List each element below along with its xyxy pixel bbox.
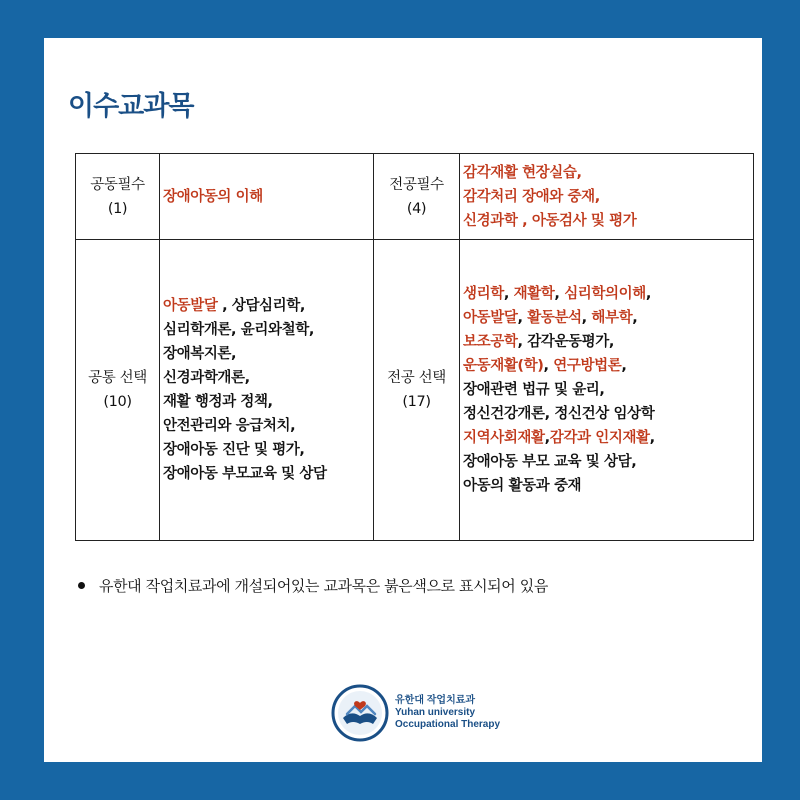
course-text: 지역사회재활 bbox=[463, 430, 545, 446]
course-text: 아동발달 bbox=[163, 298, 218, 314]
course-text: 장애아동의 이해 bbox=[163, 188, 263, 205]
course-text: 해부학 bbox=[591, 310, 633, 326]
course-text: , 상담심리학, bbox=[217, 298, 305, 314]
course-line bbox=[463, 306, 750, 330]
course-text: 장애아동 진단 및 평가, bbox=[163, 442, 305, 458]
course-text: 감각재활 현장실습, bbox=[463, 164, 582, 181]
page-title: 이수교과목 bbox=[68, 91, 194, 122]
department-logo bbox=[331, 684, 500, 742]
course-text: 장애아동 부모 교육 및 상담, bbox=[463, 454, 637, 470]
course-text: 재활학 bbox=[513, 286, 555, 302]
common-elective-cell bbox=[76, 240, 160, 541]
course-text: 아동의 활동과 중재 bbox=[463, 478, 582, 494]
separator: , bbox=[517, 310, 528, 326]
common-required-courses bbox=[160, 154, 374, 240]
course-text: 생리학 bbox=[463, 286, 504, 302]
logo-text bbox=[395, 695, 500, 731]
table-row bbox=[76, 240, 754, 541]
course-table bbox=[75, 153, 754, 541]
common-required-cell bbox=[76, 154, 160, 240]
major-required-courses bbox=[460, 154, 754, 240]
separator: , bbox=[632, 310, 638, 326]
separator: , bbox=[645, 286, 651, 302]
category-label: 전공 선택 bbox=[387, 370, 446, 386]
course-text: 장애아동 부모교육 및 상담 bbox=[163, 466, 327, 482]
category-count: (17) bbox=[402, 394, 431, 410]
category-label: 공통 선택 bbox=[88, 370, 147, 386]
course-line bbox=[163, 294, 370, 318]
table-row bbox=[76, 154, 754, 240]
category-count: (10) bbox=[103, 394, 132, 410]
course-text: 운동재활(학) bbox=[463, 358, 544, 374]
major-required-cell bbox=[374, 154, 460, 240]
separator: , bbox=[649, 430, 655, 446]
course-text: 정신건강개론, 정신건상 임상학 bbox=[463, 406, 655, 422]
category-label: 전공필수 bbox=[389, 176, 444, 193]
separator: , bbox=[543, 358, 554, 374]
course-text: 재활 행정과 정책, bbox=[163, 394, 273, 410]
course-text: 신경과학 , 아동검사 및 평가 bbox=[463, 212, 637, 229]
logo-line: 유한대 작업치료과 bbox=[395, 695, 476, 706]
course-text: 활동분석 bbox=[527, 310, 582, 326]
major-elective-cell bbox=[374, 240, 460, 541]
separator: , bbox=[581, 310, 592, 326]
course-line bbox=[463, 426, 750, 450]
course-text: 안전관리와 응급처치, bbox=[163, 418, 296, 434]
course-text: 심리학의이해 bbox=[564, 286, 646, 302]
course-text: 심리학개론, 윤리와철학, bbox=[163, 322, 314, 338]
course-text: 장애복지론, bbox=[163, 346, 237, 362]
course-text: 보조공학 bbox=[463, 334, 518, 350]
footnote-text: 유한대 작업치료과에 개설되어있는 교과목은 붉은색으로 표시되어 있음 bbox=[99, 577, 548, 595]
separator: , bbox=[544, 430, 550, 446]
footnote bbox=[78, 575, 548, 596]
course-text: 장애관련 법규 및 윤리, bbox=[463, 382, 605, 398]
course-text: 감각과 인지재활 bbox=[549, 430, 650, 446]
common-elective-courses bbox=[160, 240, 374, 541]
course-text: , 감각운동평가, bbox=[517, 334, 614, 350]
course-text: 감각처리 장애와 중재, bbox=[463, 188, 600, 205]
separator: , bbox=[621, 358, 627, 374]
separator: , bbox=[554, 286, 565, 302]
logo-line: Occupational Therapy bbox=[395, 719, 501, 730]
category-label: 공동필수 bbox=[90, 176, 145, 193]
course-text: 연구방법론 bbox=[553, 358, 622, 374]
separator: , bbox=[503, 286, 514, 302]
category-count: (1) bbox=[107, 200, 128, 217]
hands-heart-logo-icon bbox=[331, 684, 389, 742]
course-text: 아동발달 bbox=[463, 310, 518, 326]
major-elective-courses bbox=[460, 240, 754, 541]
course-line bbox=[463, 282, 750, 306]
course-line bbox=[463, 354, 750, 378]
bullet-icon bbox=[78, 582, 85, 589]
category-count: (4) bbox=[406, 200, 427, 217]
course-line bbox=[463, 330, 750, 354]
logo-line: Yuhan university bbox=[395, 707, 476, 718]
course-text: 신경과학개론, bbox=[163, 370, 250, 386]
